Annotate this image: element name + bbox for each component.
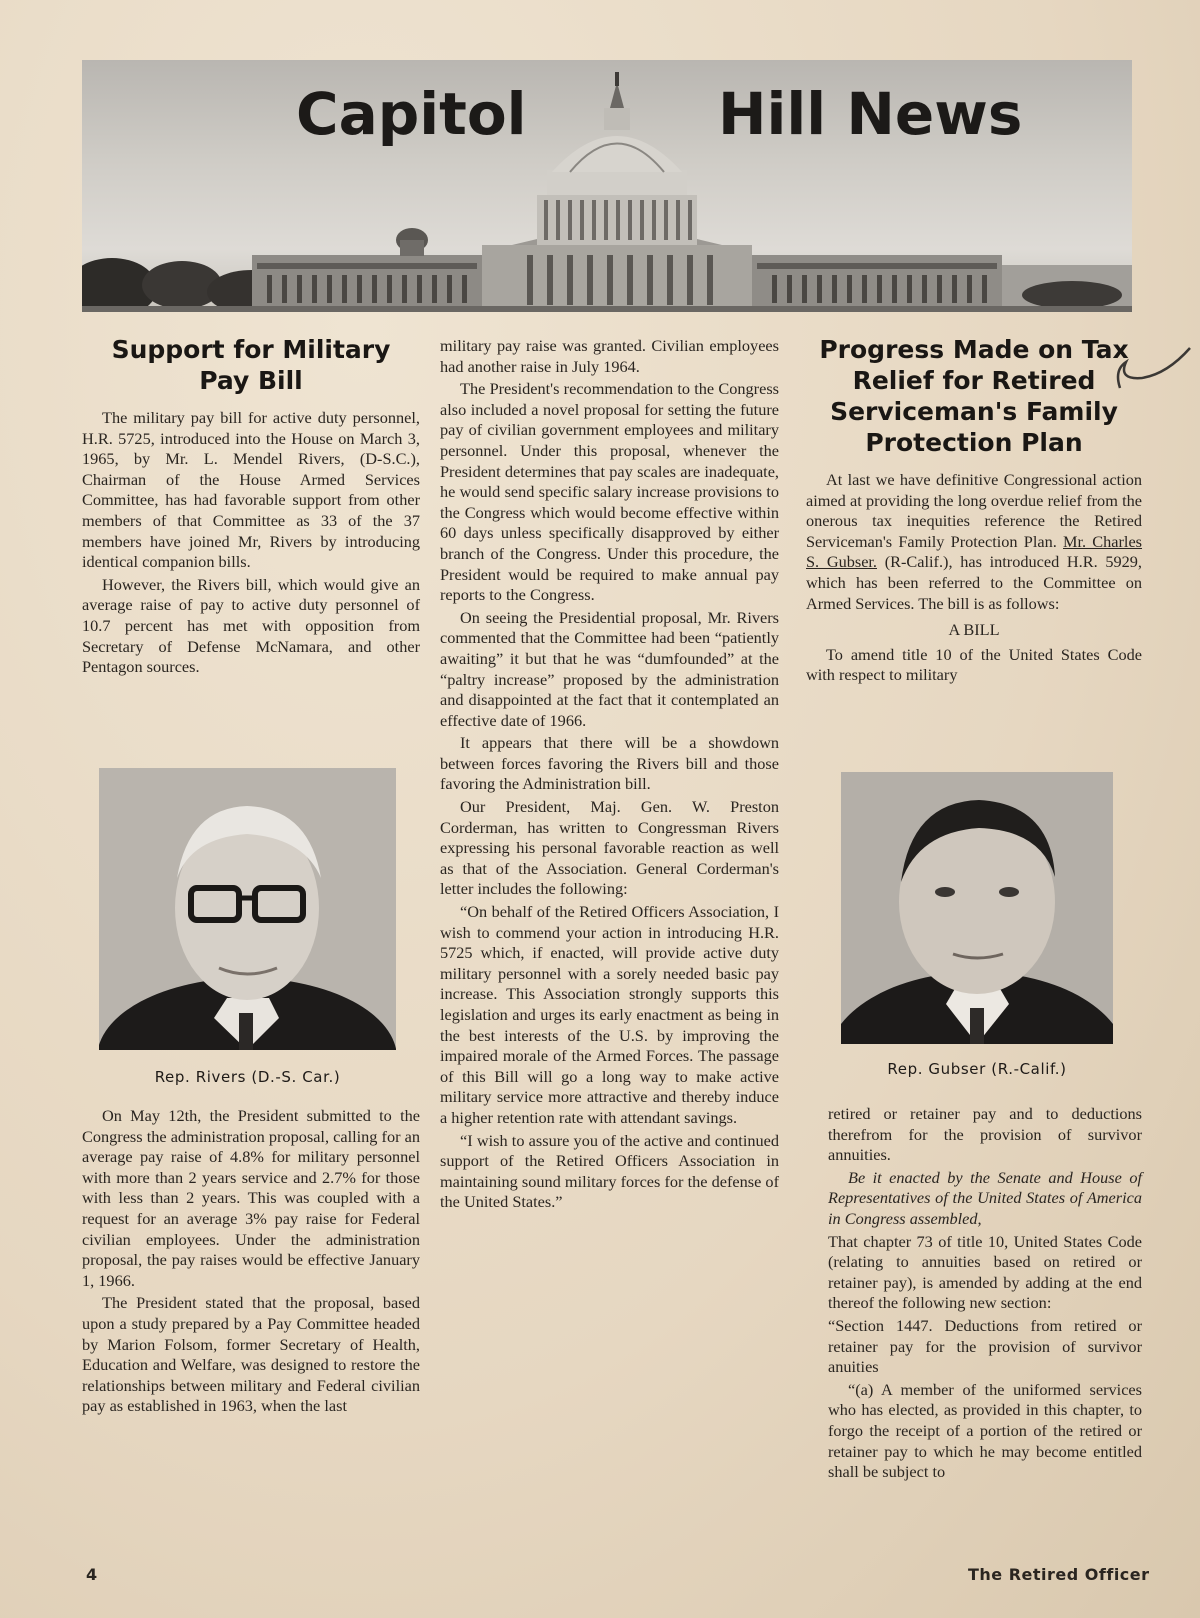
middle-column xyxy=(440,336,779,1215)
bill-purpose-top: To amend title 10 of the United States Code with respect to military xyxy=(806,644,1142,685)
right-article-bottom xyxy=(828,1104,1142,1485)
right-article-heading: Progress Made on Tax Relief for Retired Serviceman's Family Protection Plan xyxy=(819,335,1129,457)
section-title: “Section 1447. Deductions from retired or retainer pay for the provision of survivor anuities xyxy=(828,1315,1142,1377)
middle-paragraph: The President's recommendation to the Congress also included a novel proposal for setting the future pay of civilian government employees and military personnel. Under this proposal, whenever the President determines that pay scales are inadequate, he would send specific salary increase provisions to the Congress which would become effective within 60 days unless specifically disapproved by either branch of the Congress. Under this procedure, the President would be required to make annual pay reports to the Congress. xyxy=(440,379,779,605)
bill-label: A BILL xyxy=(948,620,1000,640)
rep-gubser-photo xyxy=(841,772,1113,1044)
publication-name: The Retired Officer xyxy=(968,1565,1150,1584)
handwritten-check-mark xyxy=(1112,340,1192,390)
middle-paragraph: It appears that there will be a showdown between forces favoring the Rivers bill and those favoring the Administration bill. xyxy=(440,733,779,794)
rivers-photo-caption: Rep. Rivers (D.-S. Car.) xyxy=(154,1068,341,1086)
bill-purpose-bottom: retired or retainer pay and to deductions therefrom for the provision of survivor annuities. xyxy=(828,1104,1142,1165)
middle-paragraph: military pay raise was granted. Civilian employees had another raise in July 1964. xyxy=(440,336,779,376)
middle-paragraph: Our President, Maj. Gen. W. Preston Corderman, has written to Congressman Rivers expressing his personal favorable reaction as well as that of the Association. General Corderman's letter includes the following: xyxy=(440,797,779,899)
rep-rivers-photo xyxy=(99,768,396,1050)
right-article-top xyxy=(806,334,1142,688)
middle-paragraph: “I wish to assure you of the active and continued support of the Retired Officers Association in maintaining sound military forces for the defense of the United States.” xyxy=(440,1130,779,1212)
enacting-clause: Be it enacted by the Senate and House of Representatives of the United States of America in Congress assembled, xyxy=(828,1167,1142,1228)
chapter-text: That chapter 73 of title 10, United States Code (relating to annuities based on retired or retainer pay), is amended by adding at the end thereof the following new section: xyxy=(828,1231,1142,1313)
middle-paragraph: “On behalf of the Retired Officers Association, I wish to commend your action in introducing H.R. 5725 which, if enacted, will provide active duty military personnel with a sorely needed basic pay increase. This Association strongly supports this legislation and urges its early enactment as being in the best interests of the U.S. by improving the impaired morale of the Armed Forces. The passage of this Bill will go a long way to make active military service more attractive and thereby induce a higher retention rate with attendant savings. xyxy=(440,902,779,1127)
left-paragraph: On May 12th, the President submitted to the Congress the administration proposal, calling for an average pay raise of 4.8% for military personnel with more than 2 years service and 2.7% for those with less than 2 years. This was coupled with a request for an average 3% pay raise for Federal civilian employees. Under the administration proposal, the pay raises would be effective January 1, 1966. xyxy=(82,1106,420,1290)
left-paragraph: The President stated that the proposal, based upon a study prepared by a Pay Committee headed by Marion Folsom, former Secretary of Health, Education and Welfare, was designed to restore the relationships between military and Federal civilian pay as established in 1963, when the last xyxy=(82,1293,420,1416)
capitol-banner xyxy=(82,60,1132,312)
left-article-heading: Support for Military Pay Bill xyxy=(111,335,391,395)
gubser-photo-caption: Rep. Gubser (R.-Calif.) xyxy=(887,1060,1067,1078)
subsection-a: “(a) A member of the uniformed services who has elected, as provided in this chapter, to forgo the receipt of a portion of the retired or retainer pay to which he may become entitled shall be subject to xyxy=(828,1379,1142,1482)
left-article-bottom xyxy=(82,1106,420,1419)
left-paragraph: However, the Rivers bill, which would give an average raise of pay to active duty personnel of 10.7 percent has met with opposition from Secretary of Defense McNamara, and other Pentagon sources. xyxy=(82,574,420,677)
right-intro-text: At last we have definitive Congressional action aimed at providing the long overdue relief from the onerous tax inequities reference the Retired Serviceman's Family Protection Plan. xyxy=(806,470,1142,551)
banner-title-hill-news: Hill News xyxy=(718,80,1023,148)
banner-title-capitol: Capitol xyxy=(296,80,527,148)
page-number: 4 xyxy=(86,1565,98,1584)
right-intro-text-cont: (R-Calif.), has introduced H.R. 5929, which has been referred to the Committee on Armed Services. The bill is as follows: xyxy=(806,552,1142,613)
middle-paragraph: On seeing the Presidential proposal, Mr. Rivers commented that the Committee had been “patiently awaiting” it but that he was “dumfounded” at the “paltry increase” proposed by the administration and disappointed at the fact that it contemplated an effective date of 1966. xyxy=(440,607,779,730)
right-paragraph xyxy=(806,470,1142,614)
sponsor-name: Mr. Charles S. Gubser. xyxy=(806,531,1143,572)
left-paragraph: The military pay bill for active duty personnel, H.R. 5725, introduced into the House on March 3, 1965, by Mr. L. Mendel Rivers, (D-S.C.), Chairman of the House Armed Services Committee, has had favorable support from other members of that Committee as 33 of the 37 members have joined Mr, Rivers by introducing identical companion bills. xyxy=(82,408,420,572)
left-article-top xyxy=(82,334,420,680)
